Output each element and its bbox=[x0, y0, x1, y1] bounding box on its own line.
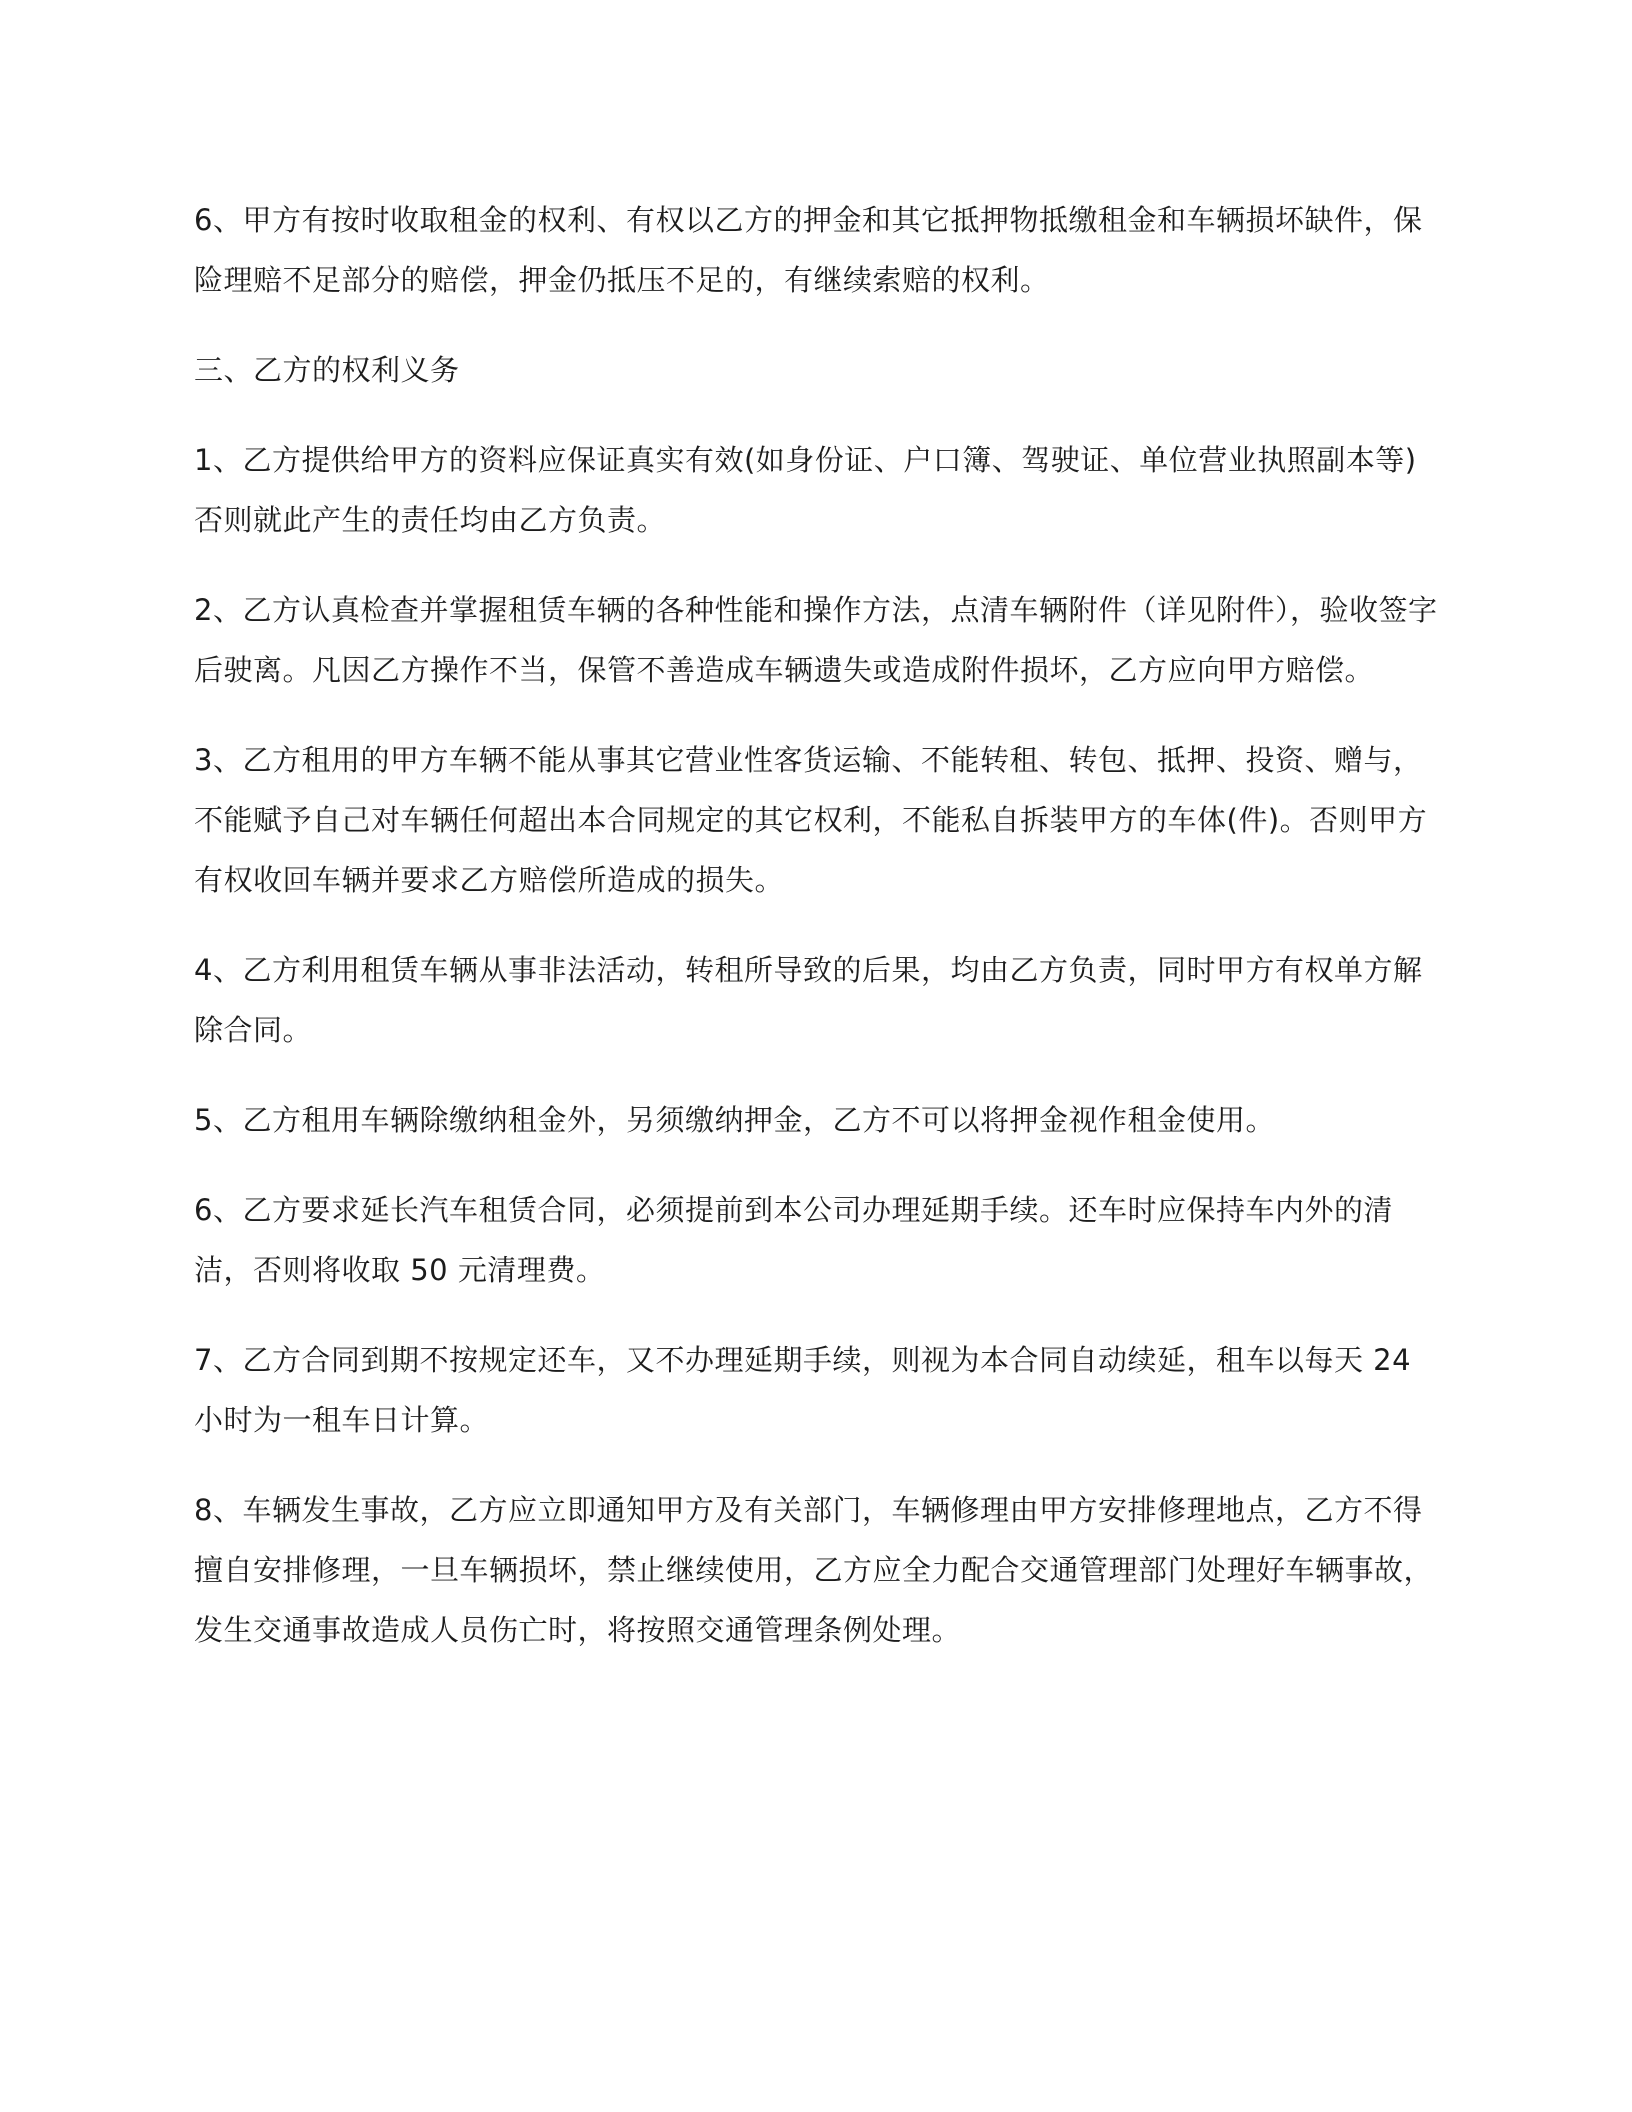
clause-b6: 6、乙方要求延长汽车租赁合同，必须提前到本公司办理延期手续。还车时应保持车内外的清洁，否则将收取 50 元清理费。 bbox=[194, 1193, 1393, 1287]
clause-b7: 7、乙方合同到期不按规定还车，又不办理延期手续，则视为本合同自动续延，租车以每天 24 小时为一租车日计算。 bbox=[194, 1343, 1412, 1437]
clause-b1: 1、乙方提供给甲方的资料应保证真实有效(如身份证、户口簿、驾驶证、单位营业执照副本等)否则就此产生的责任均由乙方负责。 bbox=[194, 443, 1417, 537]
clause-a6: 6、甲方有按时收取租金的权利、有权以乙方的押金和其它抵押物抵缴租金和车辆损坏缺件，保险理赔不足部分的赔偿，押金仍抵压不足的，有继续索赔的权利。 bbox=[194, 203, 1423, 297]
clause-b5: 5、乙方租用车辆除缴纳租金外，另须缴纳押金，乙方不可以将押金视作租金使用。 bbox=[194, 1103, 1275, 1137]
clause-b2: 2、乙方认真检查并掌握租赁车辆的各种性能和操作方法，点清车辆附件（详见附件），验收签字后驶离。凡因乙方操作不当，保管不善造成车辆遗失或造成附件损坏，乙方应向甲方赔偿。 bbox=[194, 593, 1438, 687]
clause-b8: 8、车辆发生事故，乙方应立即通知甲方及有关部门，车辆修理由甲方安排修理地点，乙方不得擅自安排修理，一旦车辆损坏，禁止继续使用，乙方应全力配合交通管理部门处理好车辆事故，发生交通事故造成人员伤亡时，将按照交通管理条例处理。 bbox=[194, 1493, 1434, 1647]
document-body bbox=[194, 190, 1444, 1690]
clause-b3: 3、乙方租用的甲方车辆不能从事其它营业性客货运输、不能转租、转包、抵押、投资、赠与，不能赋予自己对车辆任何超出本合同规定的其它权利，不能私自拆装甲方的车体(件)。否则甲方有权收回车辆并要求乙方赔偿所造成的损失。 bbox=[194, 743, 1428, 897]
clause-b4: 4、乙方利用租赁车辆从事非法活动，转租所导致的后果，均由乙方负责，同时甲方有权单方解除合同。 bbox=[194, 953, 1423, 1047]
section-heading-3: 三、乙方的权利义务 bbox=[194, 353, 460, 387]
